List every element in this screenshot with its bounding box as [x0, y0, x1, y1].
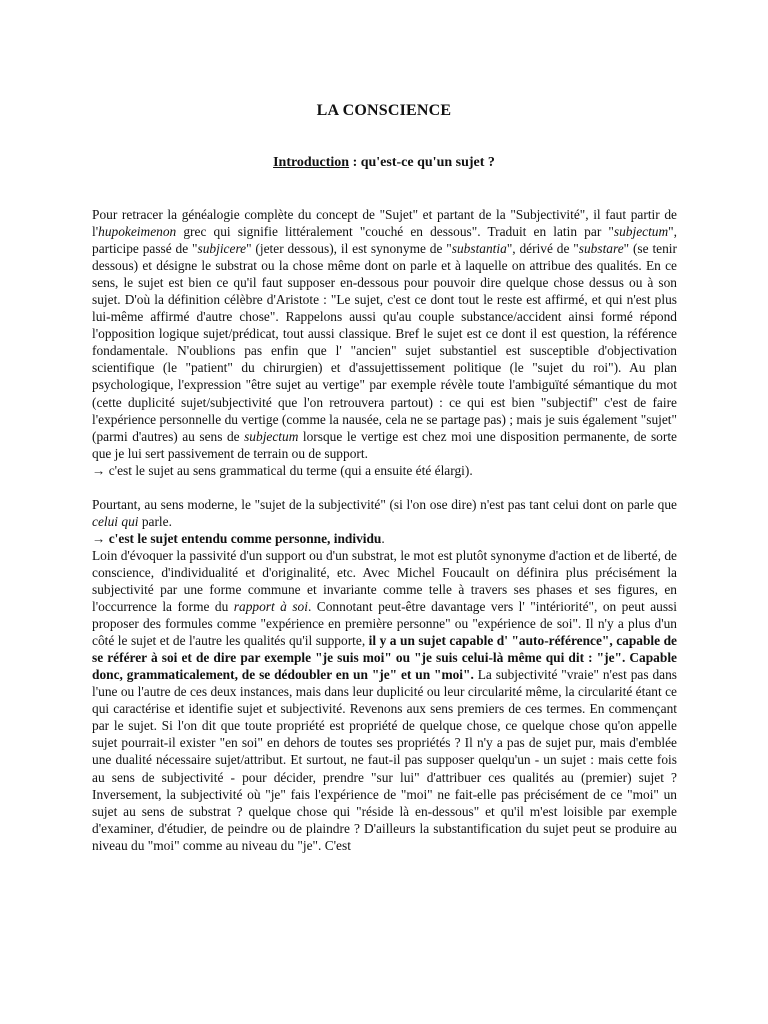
- section-heading: [0, 155, 768, 171]
- text-run: " (jeter dessous), il est synonyme de ": [246, 241, 452, 257]
- paragraph-subjectivite: [92, 547, 677, 854]
- document-title: LA CONSCIENCE: [316, 102, 452, 119]
- bold-text: → c'est le sujet entendu comme personne, individu: [92, 530, 382, 546]
- text-run: grec qui signifie littéralement "couché en dessous". Traduit en latin par ": [176, 224, 614, 240]
- text-run: ", participe passé de ": [92, 224, 677, 257]
- text-run: La subjectivité "vraie" n'est pas dans l'une ou l'autre de ces deux instances, mais dans leur duplicité ou leur circularité même, la circularité étant ce qui caractérise et identifie sujet et subjectivité. Revenons aux sens premiers de ces termes. En commençant par le sujet. Si l'on dit que toute propriété est propriété de quelque chose, ce quelque chose qu'on appelle sujet pourrait-il exister "en soi" en dehors de toutes ses propriétés ? Il n'y a pas de sujet pur, mais d'emblée une dualité nécessaire sujet/attribut. Et surtout, ne faut-il pas supposer quelqu'un - un sujet : mais cette fois au sens de subjectivité - pour décider, prendre "sur lui" d'attribuer ces qualités au (premier) sujet ? Inversement, la subjectivité où "je" fais l'expérience de "moi" ne fait-elle pas précisément de ce "moi" un sujet au sens de substrat ? quelque chose qui "réside là en-dessous" et qu'il m'est loisible par exemple d'examiner, d'étudier, de peindre ou de plaindre ? D'ailleurs la substantification du sujet peut se produire au niveau du "moi" comme au niveau du "je". C'est: [92, 667, 677, 853]
- section-heading-question: : qu'est-ce qu'un sujet ?: [349, 155, 495, 170]
- italic-term: substare: [578, 241, 624, 257]
- text-run: ", dérivé de ": [506, 241, 579, 257]
- bold-text: il y a un sujet capable d' "auto-référence", capable de se référer à soi et de dire par exemple "je suis moi" ou "je suis celui-là même qui dit : "je". Capable donc, grammaticalement, de se dédoubler en un "je" et un "moi".: [92, 633, 677, 683]
- paragraph-etymology: [92, 206, 677, 462]
- italic-term: rapport à soi: [233, 599, 308, 615]
- text-run: Pour retracer la généalogie complète du concept de "Sujet" et partant de la "Subjectivité", il faut partir de l': [92, 207, 677, 240]
- text-run: " (se tenir dessous) et désigne le substrat ou la chose même dont on parle et à laquelle on attribue des qualités. En ce sens, le sujet est bien ce qu'il faut supposer en-dessous pour pouvoir dire quelque chose dessus ou à son sujet. D'où la définition célèbre d'Aristote : "Le sujet, c'est ce dont tout le reste est affirmé, et qui n'est plus lui-même affirmé d'autre chose". Rappelons aussi qu'au couple substance/accident ainsi formé répond l'opposition logique sujet/prédicat, tout aussi classique. Bref le sujet est ce dont il est question, la référence fondamentale. N'oublions pas enfin que l' "ancien" sujet substantiel est susceptible d'objectivation scientifique (le "patient" du chirurgien) et d'assujettissement politique (le "sujet du roi"). Au plan psychologique, l'expression "être sujet au vertige" par exemple révèle toute l'ambiguïté sémantique du mot (cette duplicité sujet/subjectivité que l'on retrouvera partout) : ce qui est bien "subjectif" c'est de faire l'expérience personnelle du vertige (comme la nausée, cela ne se partage pas) ; mais je suis également "sujet" (parmi d'autres) au sens de: [92, 241, 677, 444]
- arrow-note-personne: [92, 530, 677, 547]
- text-run: .: [381, 530, 385, 546]
- text-run: lorsque le vertige est chez moi une disposition permanente, de sorte que je lui sert passivement de terrain ou de support.: [92, 428, 678, 461]
- italic-term: subjectum: [244, 428, 299, 444]
- italic-term: subjicere: [197, 241, 247, 257]
- text-run: . Connotant peut-être davantage vers l' "intériorité", on peut aussi proposer des formules comme "expérience en première personne" ou "expérience de soi". Il n'y a plus d'un côté le sujet et de l'autre les qualités qu'il supporte,: [92, 599, 677, 649]
- text-run: Pourtant, au sens moderne, le "sujet de la subjectivité" (si l'on ose dire) n'est pas tant celui dont on parle que: [92, 496, 677, 512]
- paragraph-modern-sense: [92, 496, 677, 530]
- italic-term: substantia: [451, 241, 507, 257]
- arrow-note-grammatical: → c'est le sujet au sens grammatical du terme (qui a ensuite été élargi).: [92, 462, 473, 478]
- document-body: [92, 206, 677, 854]
- text-run: Loin d'évoquer la passivité d'un support ou d'un substrat, le mot est plutôt synonyme d'action et de liberté, de conscience, d'individualité et d'originalité, etc. Avec Michel Foucault on définira plus précisément la subjectivité par une forme commune et invariante comme telle à travers ses phases et ses figures, en l'occurrence la forme du: [92, 547, 677, 615]
- italic-term: subjectum: [613, 224, 669, 240]
- italic-term: celui qui: [92, 513, 139, 529]
- section-heading-label: Introduction: [273, 155, 350, 170]
- text-run: parle.: [138, 513, 172, 529]
- italic-term: hupokeimenon: [98, 224, 177, 240]
